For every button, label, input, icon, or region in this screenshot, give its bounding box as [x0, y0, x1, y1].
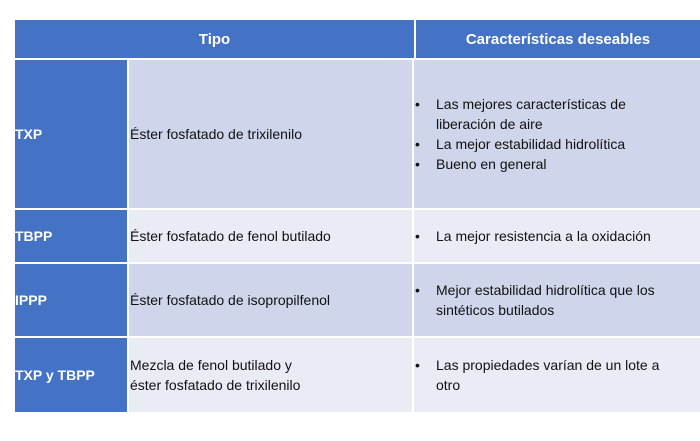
list-item: • Las propiedades varían de un lote a otro [415, 357, 660, 393]
table-row [15, 60, 700, 210]
bullet-icon: • [415, 282, 420, 298]
row-characteristics [414, 338, 698, 412]
list-item: • Mejor estabilidad hidrolítica que los sintéticos butilados [415, 282, 655, 318]
bullet-list [414, 226, 686, 246]
bullet-icon: • [415, 96, 420, 112]
row-label: TXP [15, 60, 129, 208]
table-row [15, 210, 700, 264]
list-item: • La mejor estabilidad hidrolítica [415, 136, 626, 152]
comparison-table [15, 20, 700, 414]
row-label: TBPP [15, 210, 129, 262]
row-type [129, 210, 414, 262]
row-characteristics [414, 60, 698, 208]
table-header-row [15, 20, 700, 60]
table-row [15, 264, 700, 338]
bullet-icon: • [415, 357, 420, 373]
row-label: IPPP [15, 264, 129, 336]
row-type [129, 338, 414, 412]
row-type [129, 264, 414, 336]
type-line: éster fosfatado de trixilenilo [130, 377, 301, 393]
bullet-icon: • [415, 156, 420, 172]
bullet-icon: • [415, 136, 420, 152]
type-line: Éster fosfatado de trixilenilo [130, 126, 302, 142]
bullet-list [414, 94, 671, 174]
type-line: Éster fosfatado de fenol butilado [130, 228, 331, 244]
row-label: TXP y TBPP [15, 338, 129, 412]
type-line: Mezcla de fenol butilado y [130, 357, 292, 373]
row-characteristics [414, 210, 698, 262]
list-item: • Bueno en general [415, 156, 547, 172]
row-characteristics [414, 264, 698, 336]
list-item: • Las mejores características de liberación de aire [415, 96, 626, 132]
table-row [15, 338, 700, 414]
bullet-list [414, 280, 686, 320]
list-item: • La mejor resistencia a la oxidación [415, 228, 651, 244]
header-caracteristicas: Características deseables [416, 20, 700, 58]
type-line: Éster fosfatado de isopropilfenol [130, 292, 331, 308]
bullet-list [414, 355, 686, 395]
header-tipo: Tipo [15, 20, 416, 58]
row-type [129, 60, 414, 208]
bullet-icon: • [415, 228, 420, 244]
